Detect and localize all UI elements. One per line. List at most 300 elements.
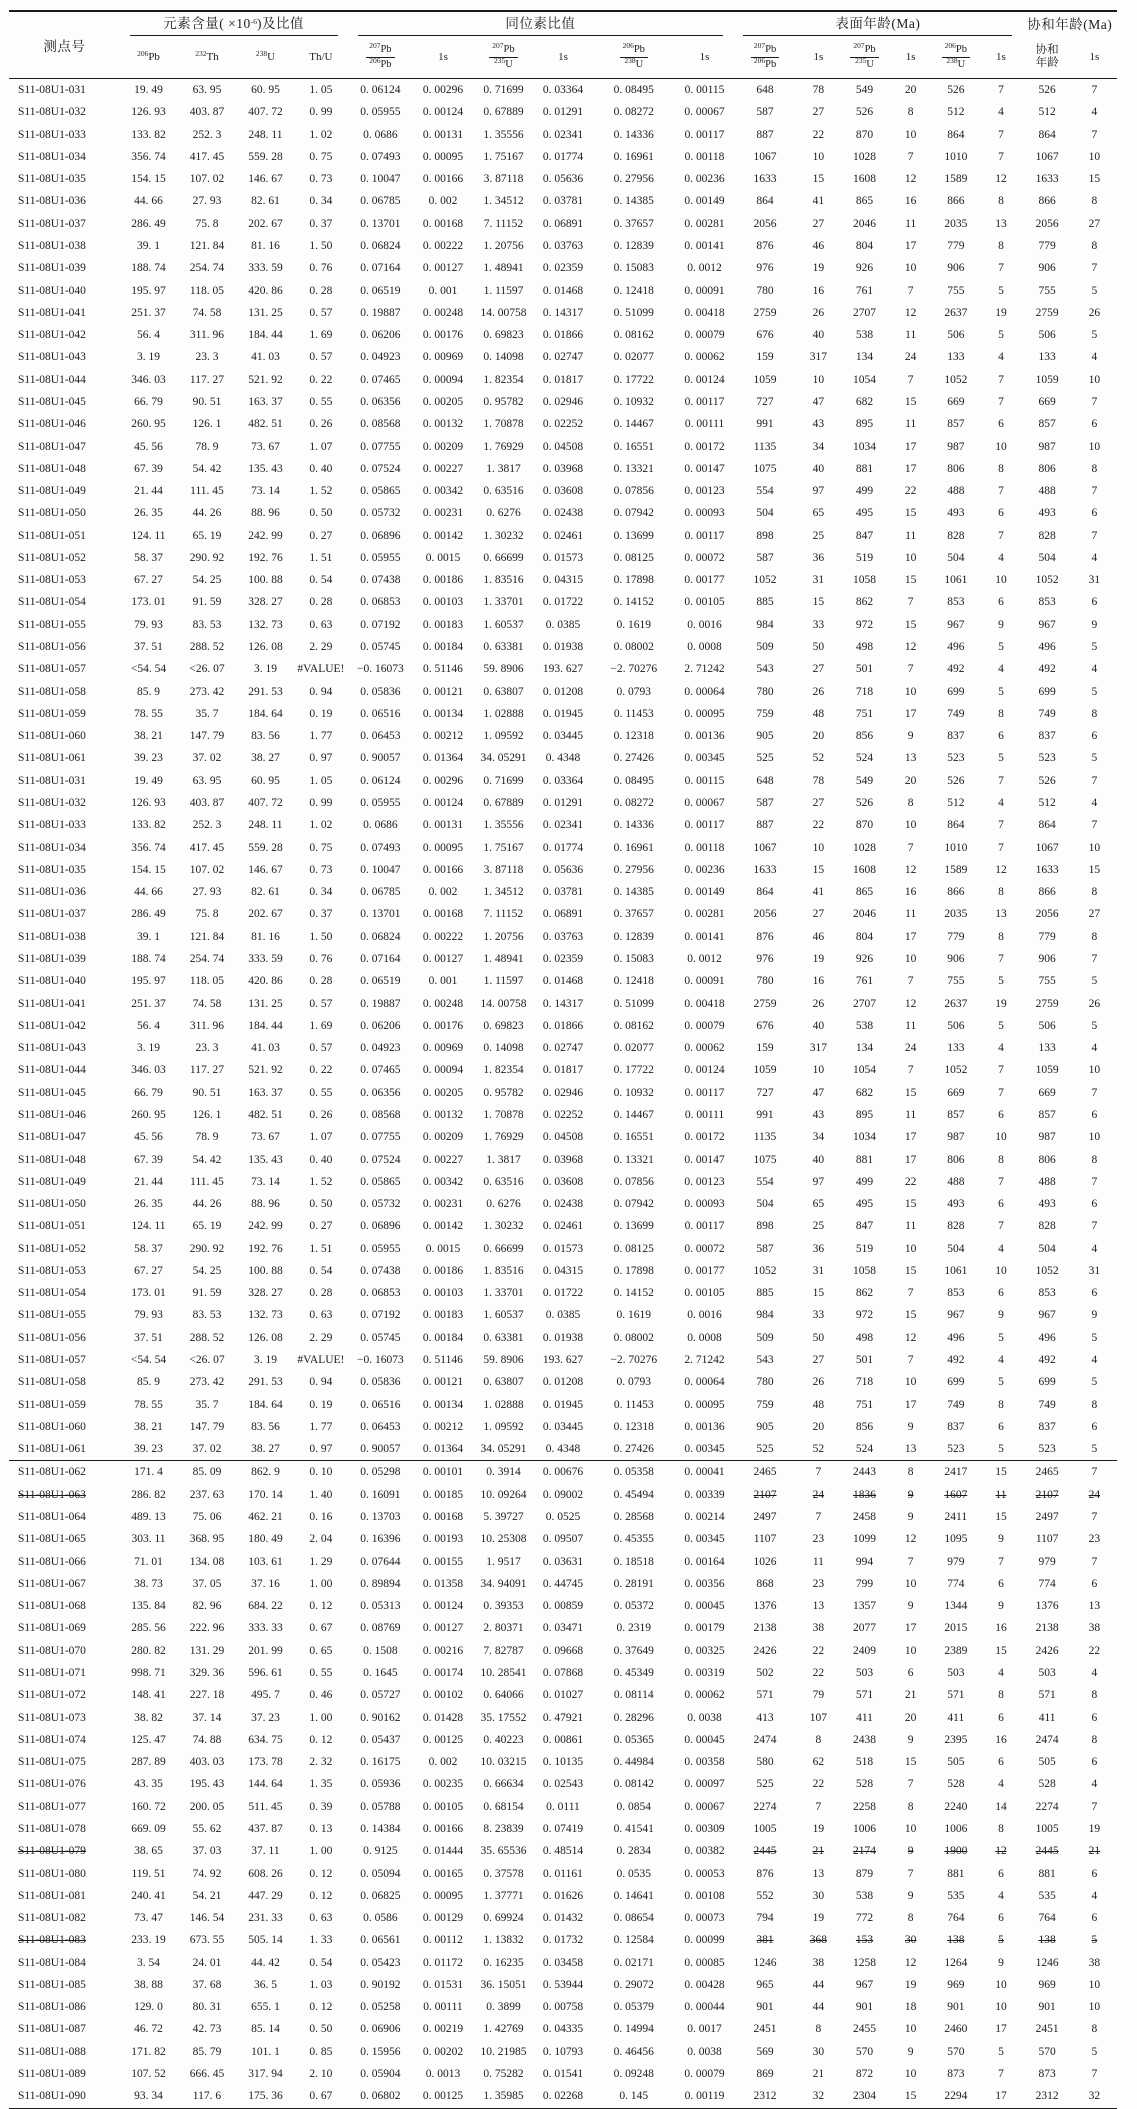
value-cell: 54. 25 <box>192 574 222 587</box>
station-id: S11-08U1-057 <box>18 663 86 676</box>
value-cell: 0. 06519 <box>360 284 401 297</box>
value-cell: 26 <box>1088 997 1101 1010</box>
table-row <box>9 1193 1117 1215</box>
value-cell: 0. 002 <box>428 886 458 899</box>
value-cell: 0. 03763 <box>542 930 584 943</box>
value-cell: 248. 11 <box>248 819 283 832</box>
value-cell: 15 <box>995 1644 1007 1657</box>
value-cell: 0. 0012 <box>687 262 722 275</box>
column-header-1s: 1s <box>413 36 473 79</box>
value-cell: 15 <box>904 1198 917 1211</box>
table-row <box>9 101 1117 123</box>
value-cell: 755 <box>1038 284 1056 297</box>
value-cell: 1. 11597 <box>483 975 524 988</box>
value-cell: 504 <box>1038 551 1056 564</box>
value-cell: 4 <box>1091 1889 1098 1902</box>
value-cell: 17 <box>904 1398 917 1411</box>
value-cell: 147. 79 <box>189 1420 225 1433</box>
value-cell: 0. 0013 <box>425 2068 461 2081</box>
value-cell: 7 <box>1091 395 1098 408</box>
value-cell: 526 <box>947 774 965 787</box>
value-cell: 495 <box>855 1198 874 1211</box>
value-cell: 0. 75 <box>309 841 333 854</box>
value-cell: 0. 99 <box>309 106 333 119</box>
value-cell: 8 <box>889 1461 932 1484</box>
value-cell: 0. 45355 <box>613 1533 654 1546</box>
value-cell: 19 <box>995 306 1007 319</box>
station-id: S11-08U1-061 <box>18 752 86 765</box>
table-row <box>9 1037 1117 1059</box>
value-cell: 15 <box>812 596 825 609</box>
value-cell: 56. 4 <box>137 329 160 342</box>
value-cell: 2707 <box>853 306 877 319</box>
value-cell: 898 <box>756 529 774 542</box>
station-id: S11-08U1-073 <box>18 1711 86 1724</box>
value-cell: 22 <box>812 1778 825 1791</box>
value-cell: 967 <box>947 1309 965 1322</box>
value-cell: 15 <box>1088 173 1101 186</box>
table-row <box>9 1640 1117 1662</box>
value-cell: 126. 1 <box>192 418 222 431</box>
value-cell: 202. 67 <box>248 908 283 921</box>
value-cell: 2. 10 <box>309 2068 333 2081</box>
value-cell: 862 <box>855 1287 874 1300</box>
value-cell: 0. 00222 <box>422 239 464 252</box>
value-cell: 1264 <box>944 1956 968 1969</box>
value-cell: 682 <box>855 395 874 408</box>
value-cell: 0. 03364 <box>542 84 584 96</box>
value-cell: 0. 1619 <box>616 618 651 631</box>
station-id: S11-08U1-080 <box>18 1867 86 1880</box>
value-cell: 0. 06896 <box>360 529 401 542</box>
value-cell: 1052 <box>1035 1264 1059 1277</box>
value-cell: 37. 05 <box>192 1577 222 1590</box>
value-cell: 488 <box>947 1175 965 1188</box>
value-cell: 0. 10932 <box>613 1086 654 1099</box>
value-cell: 0. 00117 <box>684 1086 725 1099</box>
value-cell: 673. 55 <box>189 1934 225 1947</box>
table-row <box>9 1394 1117 1416</box>
value-cell: 0. 00345 <box>684 752 725 765</box>
value-cell: 0. 00129 <box>422 1912 464 1925</box>
value-cell: 0. 00131 <box>422 819 464 832</box>
value-cell: 138 <box>947 1934 965 1947</box>
value-cell: 37. 51 <box>134 1331 163 1344</box>
table-row <box>9 725 1117 747</box>
station-id: S11-08U1-038 <box>18 930 86 943</box>
value-cell: −0. 16073 <box>357 663 404 676</box>
value-cell: 103. 61 <box>248 1555 283 1568</box>
value-cell: 587 <box>756 551 774 564</box>
value-cell: 22 <box>812 128 825 141</box>
table-row <box>9 1729 1117 1751</box>
value-cell: 118. 05 <box>189 975 224 988</box>
value-cell: 749 <box>1038 1398 1056 1411</box>
value-cell: 0. 14336 <box>613 819 654 832</box>
table-row <box>9 146 1117 168</box>
value-cell: 1633 <box>753 173 777 186</box>
value-cell: 0. 01774 <box>542 150 584 163</box>
value-cell: 0. 00067 <box>684 797 725 809</box>
table-row <box>9 1773 1117 1795</box>
value-cell: 85. 9 <box>137 1376 160 1389</box>
value-cell: 42. 73 <box>192 2023 222 2036</box>
value-cell: 0. 95782 <box>483 395 524 408</box>
value-cell: 727 <box>756 1086 774 1099</box>
value-cell: 22 <box>812 1644 825 1657</box>
value-cell: 498 <box>855 641 874 654</box>
value-cell: 1. 60537 <box>483 618 524 631</box>
table-row <box>9 369 1117 391</box>
value-cell: 862. 9 <box>237 1461 294 1484</box>
value-cell: 0. 00123 <box>684 1175 725 1188</box>
value-cell: 6 <box>1091 1287 1098 1300</box>
value-cell: 0. 14336 <box>613 128 654 141</box>
value-cell: 9 <box>998 1600 1004 1613</box>
value-cell: 0. 13703 <box>360 1511 401 1523</box>
value-cell: 11 <box>905 1220 917 1233</box>
value-cell: 0. 63516 <box>483 485 524 498</box>
value-cell: 0. 51099 <box>613 997 654 1010</box>
value-cell: 1. 77 <box>309 730 333 743</box>
value-cell: 1067 <box>753 150 777 163</box>
value-cell: 36 <box>812 551 825 564</box>
value-cell: 0. 00127 <box>422 1622 464 1635</box>
station-id: S11-08U1-048 <box>18 1153 86 1166</box>
value-cell: 1376 <box>1035 1600 1059 1613</box>
value-cell: 88. 96 <box>251 507 280 520</box>
value-cell: 251. 37 <box>131 997 166 1010</box>
value-cell: 0. 19 <box>309 707 333 720</box>
value-cell: 528 <box>855 1778 874 1791</box>
value-cell: 31 <box>812 574 825 587</box>
value-cell: 1052 <box>753 1264 777 1277</box>
value-cell: 0. 3914 <box>473 1461 535 1484</box>
value-cell: 0. 00105 <box>422 1800 464 1813</box>
value-cell: 759 <box>756 1398 774 1411</box>
value-cell: 496 <box>947 1331 965 1344</box>
value-cell: 0. 66699 <box>483 551 524 564</box>
value-cell: 0. 00132 <box>422 418 464 431</box>
value-cell: 873 <box>947 2068 965 2081</box>
value-cell: 4 <box>1091 106 1098 119</box>
value-cell: 0. 63381 <box>483 641 524 654</box>
value-cell: 0. 06825 <box>360 1889 401 1902</box>
value-cell: 552 <box>756 1889 774 1902</box>
value-cell: 0. 145 <box>592 2085 676 2108</box>
value-cell: 0. 00166 <box>422 863 464 876</box>
value-cell: 751 <box>855 707 874 720</box>
value-cell: 26 <box>812 685 825 698</box>
value-cell: 554 <box>756 485 774 498</box>
value-cell: 27 <box>812 1354 825 1367</box>
value-cell: 23. 3 <box>195 351 219 364</box>
value-cell: 133. 82 <box>131 128 166 141</box>
value-cell: 4 <box>998 1242 1004 1255</box>
value-cell: 0. 06124 <box>360 774 401 787</box>
value-cell: 0. 05745 <box>360 1331 401 1344</box>
value-cell: 0. 02438 <box>542 1198 584 1211</box>
value-cell: 0. 06356 <box>360 395 401 408</box>
value-cell: 7 <box>998 150 1004 163</box>
value-cell: 10 <box>1088 440 1101 453</box>
value-cell: 4 <box>1091 1242 1098 1255</box>
value-cell: 15 <box>1088 863 1101 876</box>
value-cell: 0. 01364 <box>422 1443 464 1456</box>
value-cell: 12 <box>904 641 917 654</box>
value-cell: 16 <box>904 886 917 899</box>
value-cell: 290. 92 <box>189 1242 225 1255</box>
value-cell: 1006 <box>853 1822 877 1835</box>
table-row <box>9 1327 1117 1349</box>
value-cell: 180. 49 <box>248 1533 283 1546</box>
value-cell: 44 <box>812 2001 825 2014</box>
value-cell: 46. 72 <box>134 2023 163 2036</box>
value-cell: 496 <box>947 641 965 654</box>
value-cell: 11 <box>905 329 917 342</box>
value-cell: 2274 <box>753 1800 777 1813</box>
value-cell: 38 <box>1088 1956 1101 1969</box>
column-header-206pb: $^{206}$Pb <box>120 36 177 79</box>
value-cell: 0. 48514 <box>542 1845 584 1858</box>
value-cell: 0. 10047 <box>360 863 401 876</box>
station-id: S11-08U1-044 <box>18 1064 86 1077</box>
column-header-232th: $^{232}$Th <box>177 36 237 79</box>
value-cell: 648 <box>756 84 774 96</box>
value-cell: 492 <box>1038 1354 1056 1367</box>
value-cell: 5 <box>1091 1934 1098 1947</box>
value-cell: 100. 88 <box>248 1264 283 1277</box>
value-cell: 0. 00309 <box>684 1822 725 1835</box>
value-cell: 0. 08125 <box>613 1242 654 1255</box>
value-cell: 0. 01161 <box>543 1867 583 1880</box>
value-cell: 869 <box>756 2068 774 2081</box>
value-cell: 0. 12318 <box>613 730 654 743</box>
value-cell: 0. 55 <box>309 1666 333 1679</box>
value-cell: 1005 <box>1035 1822 1059 1835</box>
value-cell: 26. 35 <box>134 507 163 520</box>
value-cell: 368 <box>809 1934 827 1947</box>
value-cell: 0. 00045 <box>684 1733 725 1746</box>
value-cell: 1. 52 <box>309 1175 333 1188</box>
value-cell: 967 <box>947 618 965 631</box>
value-cell: 0. 67889 <box>483 797 524 809</box>
value-cell: 27 <box>812 217 825 230</box>
value-cell: 7. 11152 <box>483 217 524 230</box>
value-cell: 32 <box>1072 2085 1117 2108</box>
value-cell: 0. 16175 <box>360 1756 401 1769</box>
value-cell: 0. 16961 <box>613 841 654 854</box>
value-cell: 543 <box>756 1354 774 1367</box>
value-cell: 7 <box>907 663 914 676</box>
value-cell: 121. 84 <box>189 239 225 252</box>
value-cell: 0. 00248 <box>422 306 464 319</box>
value-cell: 7 <box>815 1511 822 1523</box>
value-cell: 0. 03968 <box>542 462 584 475</box>
value-cell: 85. 14 <box>251 2023 280 2036</box>
value-cell: 0. 71699 <box>483 774 524 787</box>
value-cell: 10 <box>904 1577 917 1590</box>
value-cell: 0. 04923 <box>360 1042 401 1055</box>
station-id: S11-08U1-063 <box>18 1488 86 1501</box>
value-cell: 0. 00124 <box>684 1064 725 1077</box>
value-cell: 0. 00091 <box>684 975 725 988</box>
value-cell: 8 <box>1091 886 1098 899</box>
value-cell: 0. 50 <box>309 507 333 520</box>
value-cell: 12 <box>904 863 917 876</box>
value-cell: 79. 93 <box>134 1309 163 1322</box>
value-cell: 0. 27956 <box>613 863 654 876</box>
value-cell: 8 <box>998 239 1004 252</box>
value-cell: 0. 07192 <box>360 618 401 631</box>
station-id: S11-08U1-036 <box>18 886 86 899</box>
value-cell: 1. 30232 <box>483 529 524 542</box>
value-cell: 0. 6276 <box>486 1198 521 1211</box>
value-cell: 14. 00758 <box>480 306 527 319</box>
value-cell: 317 <box>809 1042 827 1055</box>
value-cell: 906 <box>947 952 965 965</box>
value-cell: 779 <box>947 239 965 252</box>
value-cell: 260. 95 <box>131 1108 166 1121</box>
value-cell: 8 <box>1091 1153 1098 1166</box>
value-cell: 1. 70878 <box>483 1108 524 1121</box>
value-cell: 154. 15 <box>131 863 166 876</box>
value-cell: 0. 00861 <box>542 1733 584 1746</box>
value-cell: 34. 05291 <box>480 752 527 765</box>
value-cell: 381 <box>756 1934 774 1947</box>
value-cell: 4 <box>1091 1354 1098 1367</box>
station-id: S11-08U1-039 <box>18 262 86 275</box>
value-cell: 286. 49 <box>131 908 166 921</box>
value-cell: 0. 00132 <box>422 1108 464 1121</box>
station-id: S11-08U1-047 <box>18 440 86 453</box>
value-cell: 1. 34512 <box>483 886 524 899</box>
value-cell: #VALUE! <box>297 1354 345 1367</box>
value-cell: 764 <box>947 1912 965 1925</box>
value-cell: 38. 21 <box>134 1420 163 1433</box>
value-cell: 13 <box>812 1867 825 1880</box>
value-cell: 6 <box>998 1912 1004 1925</box>
station-id: S11-08U1-049 <box>18 1175 86 1188</box>
value-cell: 0. 69823 <box>483 1019 524 1032</box>
value-cell: 2138 <box>1035 1622 1059 1635</box>
value-cell: 864 <box>756 886 774 899</box>
value-cell: 0. 00141 <box>684 239 725 252</box>
value-cell: 969 <box>947 1978 965 1991</box>
value-cell: 509 <box>756 1331 774 1344</box>
value-cell: 23. 3 <box>195 1042 219 1055</box>
value-cell: <26. 07 <box>189 663 225 676</box>
value-cell: 4 <box>998 106 1004 119</box>
value-cell: 0. 00216 <box>422 1644 464 1657</box>
value-cell: 519 <box>855 1242 874 1255</box>
value-cell: 0. 03458 <box>542 1956 584 1969</box>
value-cell: 5. 39727 <box>483 1511 524 1523</box>
value-cell: 0. 57 <box>309 997 333 1010</box>
value-cell: 1. 52 <box>309 485 333 498</box>
value-cell: 0. 28 <box>309 596 333 609</box>
value-cell: 885 <box>756 1287 774 1300</box>
value-cell: 73. 67 <box>251 440 280 453</box>
value-cell: 0. 68154 <box>483 1800 524 1813</box>
value-cell: 4 <box>998 1778 1004 1791</box>
value-cell: 0. 10932 <box>613 395 654 408</box>
value-cell: 58. 37 <box>134 1242 163 1255</box>
value-cell: 0. 00117 <box>684 529 725 542</box>
value-cell: 62 <box>812 1756 825 1769</box>
value-cell: 0. 16091 <box>360 1488 401 1501</box>
value-cell: 0. 12318 <box>613 1420 654 1433</box>
value-cell: 0. 06561 <box>360 1934 401 1947</box>
value-cell: 17 <box>904 707 917 720</box>
value-cell: 37. 23 <box>251 1711 280 1724</box>
value-cell: 1. 02888 <box>483 707 524 720</box>
value-cell: 0. 05836 <box>360 1376 401 1389</box>
value-cell: 9 <box>907 1845 914 1858</box>
value-cell: 0. 06124 <box>360 84 401 96</box>
value-cell: 0. 02359 <box>542 262 584 275</box>
value-cell: 11 <box>905 1019 917 1032</box>
value-cell: 0. 00067 <box>684 106 725 119</box>
value-cell: 43. 35 <box>134 1778 163 1791</box>
value-cell: 0. 22 <box>309 1064 333 1077</box>
value-cell: 125. 47 <box>131 1733 166 1746</box>
value-cell: 73. 14 <box>251 485 280 498</box>
value-cell: 1052 <box>944 1064 968 1077</box>
value-cell: 5 <box>1091 284 1098 297</box>
value-cell: 1034 <box>853 440 877 453</box>
value-cell: 17 <box>904 1622 917 1635</box>
value-cell: 0. 04508 <box>542 1131 584 1144</box>
value-cell: 0. 14467 <box>613 1108 654 1121</box>
value-cell: 138 <box>1038 1934 1056 1947</box>
value-cell: 571 <box>756 1689 774 1702</box>
value-cell: 21. 44 <box>134 1175 163 1188</box>
value-cell: 2637 <box>944 306 968 319</box>
station-id: S11-08U1-089 <box>18 2068 86 2081</box>
value-cell: 0. 00179 <box>684 1622 725 1635</box>
station-id: S11-08U1-048 <box>18 462 86 475</box>
value-cell: 0. 0012 <box>687 952 722 965</box>
value-cell: 0. 10 <box>294 1461 347 1484</box>
group-header-isotope-ratios: 同位素比值 <box>348 11 734 36</box>
value-cell: 0. 54 <box>309 1264 333 1277</box>
value-cell: 9 <box>907 1733 914 1746</box>
value-cell: 8 <box>1091 2023 1098 2036</box>
value-cell: 0. 00102 <box>422 1689 464 1702</box>
value-cell: 0. 00147 <box>684 462 725 475</box>
value-cell: 9 <box>907 1511 914 1523</box>
station-id: S11-08U1-050 <box>18 507 86 520</box>
value-cell: 0. 00969 <box>422 1042 464 1055</box>
value-cell: 15 <box>904 574 917 587</box>
value-cell: 288. 52 <box>189 641 225 654</box>
group-element-exponent: -6 <box>250 17 258 26</box>
value-cell: 0. 00164 <box>684 1555 725 1568</box>
station-id: S11-08U1-060 <box>18 1420 86 1433</box>
value-cell: 774 <box>1038 1577 1056 1590</box>
table-row <box>9 1907 1117 1929</box>
table-row <box>9 2018 1117 2040</box>
value-cell: 0. 05094 <box>360 1867 401 1880</box>
value-cell: 2474 <box>753 1733 777 1746</box>
station-id: S11-08U1-067 <box>18 1577 86 1590</box>
value-cell: 755 <box>947 284 965 297</box>
value-cell: 0. 14467 <box>613 418 654 431</box>
value-cell: 23 <box>812 1577 825 1590</box>
station-id: S11-08U1-037 <box>18 908 86 921</box>
value-cell: 570 <box>1038 2045 1056 2058</box>
